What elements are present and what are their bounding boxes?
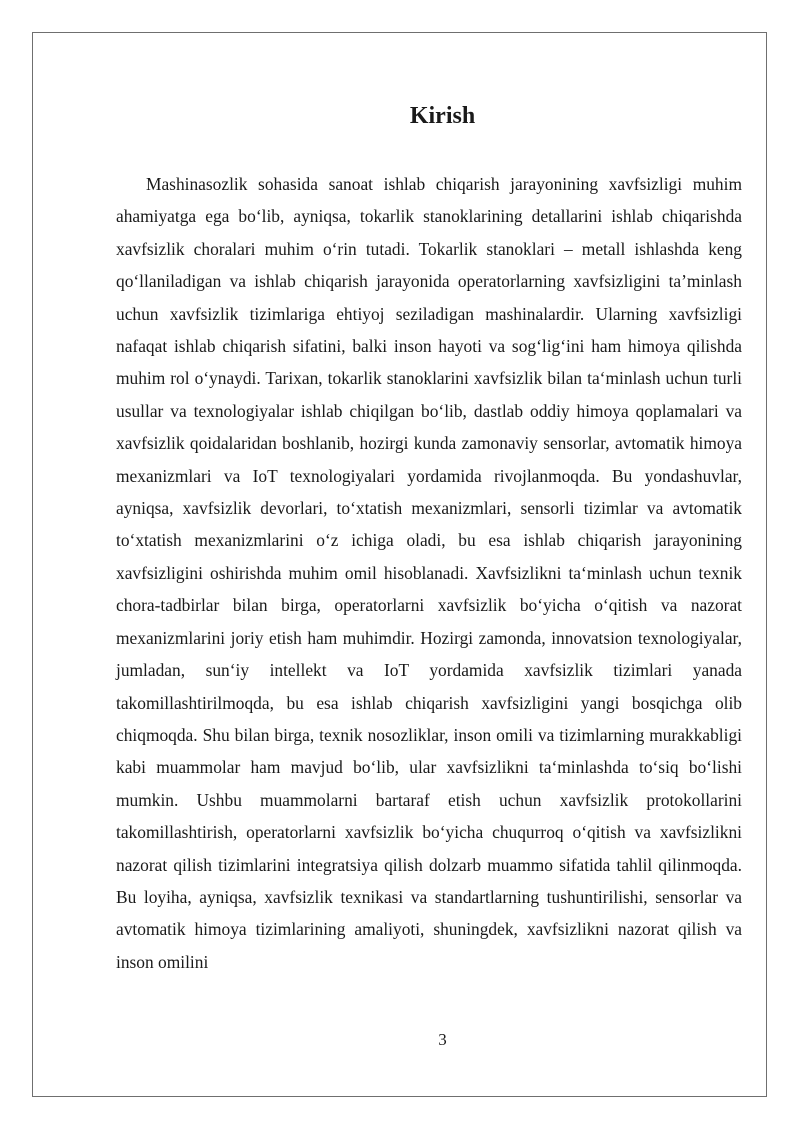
body-paragraph: Mashinasozlik sohasida sanoat ishlab chiqarish jarayonining xavfsizligi muhim ahamiyatga ega bo‘lib, ayniqsa, tokarlik stanoklarining detallarini ishlab chiqarishda xavfsizlik choralari muhim o‘rin tutadi. Tokarlik stanoklari – metall ishlashda keng qo‘llaniladigan va ishlab chiqarish jarayonida operatorlarning xavfsizligini ta’minlash uchun xavfsizlik tizimlariga ehtiyoj seziladigan mashinalardir. Ularning xavfsizligi nafaqat ishlab chiqarish sifatini, balki inson hayoti va sog‘lig‘ini ham himoya qilishda muhim rol o‘ynaydi. Tarixan, tokarlik stanoklarini xavfsizlik bilan ta‘minlash uchun turli usullar va texnologiyalar ishlab chiqilgan bo‘lib, dastlab oddiy himoya qoplamalari va xavfsizlik qoidalaridan boshlanib, hozirgi kunda zamonaviy sensorlar, avtomatik himoya mexanizmlari va IoT texnologiyalari yordamida rivojlanmoqda. Bu yondashuvlar, ayniqsa, xavfsizlik devorlari, to‘xtatish mexanizmlari, sensorli tizimlar va avtomatik to‘xtatish mexanizmlarini o‘z ichiga oladi, bu esa ishlab chiqarish jarayonining xavfsizligini oshirishda muhim omil hisoblanadi. Xavfsizlikni ta‘minlash uchun texnik chora-tadbirlar bilan birga, operatorlarni xavfsizlik bo‘yicha o‘qitish va nazorat mexanizmlarini joriy etish ham muhimdir. Hozirgi zamonda, innovatsion texnologiyalar, jumladan, sun‘iy intellekt va IoT yordamida xavfsizlik tizimlari yanada takomillashtirilmoqda, bu esa ishlab chiqarish xavfsizligini yangi bosqichga olib chiqmoqda. Shu bilan birga, texnik nosozliklar, inson omili va tizimlarning murakkabligi kabi muammolar ham mavjud bo‘lib, ular xavfsizlikni ta‘minlashda to‘siq bo‘lishi mumkin. Ushbu muammolarni bartaraf etish uchun xavfsizlik protokollarini takomillashtirish, operatorlarni xavfsizlik bo‘yicha chuqurroq o‘qitish va xavfsizlikni nazorat qilish tizimlarini integratsiya qilish dolzarb muammo sifatida tahlil qilinmoqda. Bu loyiha, ayniqsa, xavfsizlik texnikasi va standartlarning tushuntirilishi, sensorlar va avtomatik himoya tizimlarining amaliyoti, shuningdek, xavfsizlikni nazorat qilish va inson omilini [116, 174, 742, 972]
page-number: 3 [438, 1030, 447, 1049]
section-heading: Kirish [409, 103, 476, 129]
